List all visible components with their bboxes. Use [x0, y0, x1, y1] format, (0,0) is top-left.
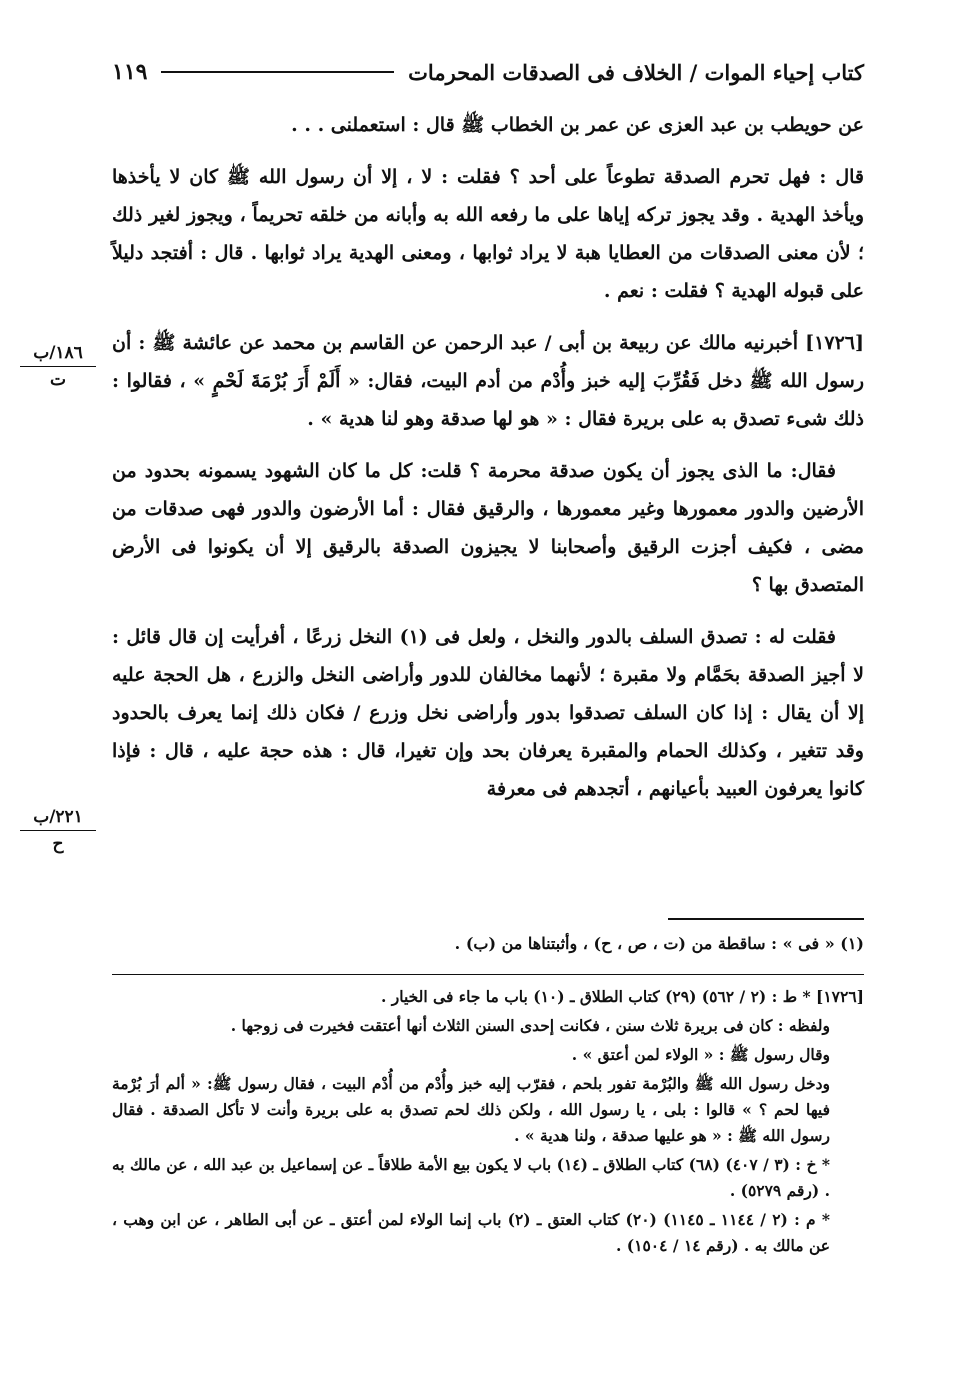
notes-separator: [112, 974, 864, 975]
header-title: كتاب إحياء الموات / الخلاف فى الصدقات المحرمات: [408, 59, 864, 85]
paragraph-hadith: [112, 324, 864, 438]
header-rule: [161, 71, 394, 73]
note-line: * خ : (٣ / ٤٠٧) (٦٨) كتاب الطلاق ـ (١٤) باب لا يكون بيع الأمة طلاقاً ـ عن إسماعيل بن عبد الله ، عن مالك به . (رقم ٥٢٧٩) .: [112, 1155, 830, 1200]
paragraph: فقلت له : تصدق السلف بالدور والنخل ، ولعل فى (١) النخل زرعًا ، أفرأيت إن قال قائل : لا أجيز الصدقة بحَمَّام ولا مقبرة ؛ لأنهما مخالفان للدور وأراضى النخل والزرع ، هل الحجة عليه إلا أن يقال : إذا كان السلف تصدقوا بدور وأراضى نخل وزرع / فكان ذلك إنما يعرف بالحدود وقد تتغير ، وكذلك الحمام والمقبرة يعرفان بحد وإن تغيرا، قال : هذه حجة عليه ، قال : فإذا كانوا يعرفون العبيد بأعيانهم ، أتجدهم فى معرفة: [112, 626, 864, 800]
note-line: * م : (٢ / ١١٤٤ ـ ١١٤٥) (٢٠) كتاب العتق ـ (٢) باب إنما الولاء لمن أعتق ـ عن أبى الطاهر ، عن ابن وهب ، عن مالك به . (رقم ١٤ / ١٥٠٤) .: [112, 1210, 830, 1255]
margin-reference: [20, 342, 96, 391]
margin-ref-folio: ١٨٦/ب: [20, 342, 96, 367]
note-line: ولفظه : كان فى بريرة ثلاث سنن ، فكانت إحدى السنن الثلاث أنها أعتقت فخيرت فى زوجها .: [230, 1016, 830, 1035]
margin-ref-folio: ٢٢١/ب: [20, 806, 96, 831]
footnote-separator: [668, 918, 864, 920]
note-line: وقال رسول ﷺ : « الولاء لمن أعتق » .: [571, 1045, 830, 1064]
margin-ref-manuscript: ت: [49, 370, 66, 390]
running-header: [112, 52, 864, 92]
paragraph: عن حويطب بن عبد العزى عن عمر بن الخطاب ﷺ قال : استعملنى . . .: [291, 114, 864, 136]
note-line: ودخل رسول الله ﷺ والبُرْمة تفور بلحم ، فقرّب إليه خبز وأُدْم من أُدْم البيت ، فقال رسول ﷺ: « ألم أرَ بُرْمة فيها لحم ؟ » قالوا : بلى ، يا رسول الله ، ولكن ذلك لحم تصدق به على بريرة وأنت لا تأكل الصدقة . فقال رسول الله ﷺ : « هو عليها صدقة ، ولنا هدية » .: [112, 1074, 830, 1145]
page-number: ١١٩: [112, 59, 148, 85]
footnote: (١) « فى » : ساقطة من (ت ، ص ، ح) ، وأثبتناها من (ب) .: [454, 934, 864, 953]
main-text: [112, 106, 864, 808]
hadith-number: [١٧٢٦]: [805, 332, 864, 354]
margin-ref-manuscript: ح: [52, 834, 64, 854]
paragraph: قال : فهل تحرم الصدقة تطوعاً على أحد ؟ فقلت : لا ، إلا أن رسول الله ﷺ كان لا يأخذها ويأخذ الهدية . وقد يجوز تركه إياها على ما رفعه الله به وأبانه من خلقه تحريماً ، ويجوز لغير ذلك ؛ لأن معنى الصدقات من العطايا هبة لا يراد ثوابها ، ومعنى الهدية يراد ثوابها . قال : أفتجد دليلاً على قبوله الهدية ؟ فقلت : نعم .: [112, 166, 864, 302]
margin-reference: [20, 806, 96, 855]
paragraph: فقال: ما الذى يجوز أن يكون صدقة محرمة ؟ قلت: كل ما كان الشهود يسمونه بحدود من الأرضين والدور معمورها وغير معمورها ، والرقيق فقال : أما الأرضون والدور فهى صدقات من مضى ، فكيف أجزت الرقيق وأصحابنا لا يجيزون الصدقة بالرقيق إلا أن يكونوا فى الأرض المتصدق بها ؟: [112, 460, 864, 596]
hadith-text: أخبرنيه مالك عن ربيعة بن أبى / عبد الرحمن عن القاسم بن محمد عن عائشة ﷺ : أن رسول الله ﷺ دخل فَقُرِّبَ إليه خبز وأُدْم من أدم البيت، فقال: « أَلَمْ أَرَ بُرْمَةَ لَحْمٍ » ، فقالوا : ذلك شىء تصدق به على بريرة فقال : « هو لها صدقة وهو لنا هدية » .: [112, 332, 864, 430]
takhrij-notes: [112, 984, 864, 1259]
note-line: [١٧٢٦] * ط : (٢ / ٥٦٢) (٢٩) كتاب الطلاق ـ (١٠) باب ما جاء فى الخيار .: [380, 987, 864, 1006]
